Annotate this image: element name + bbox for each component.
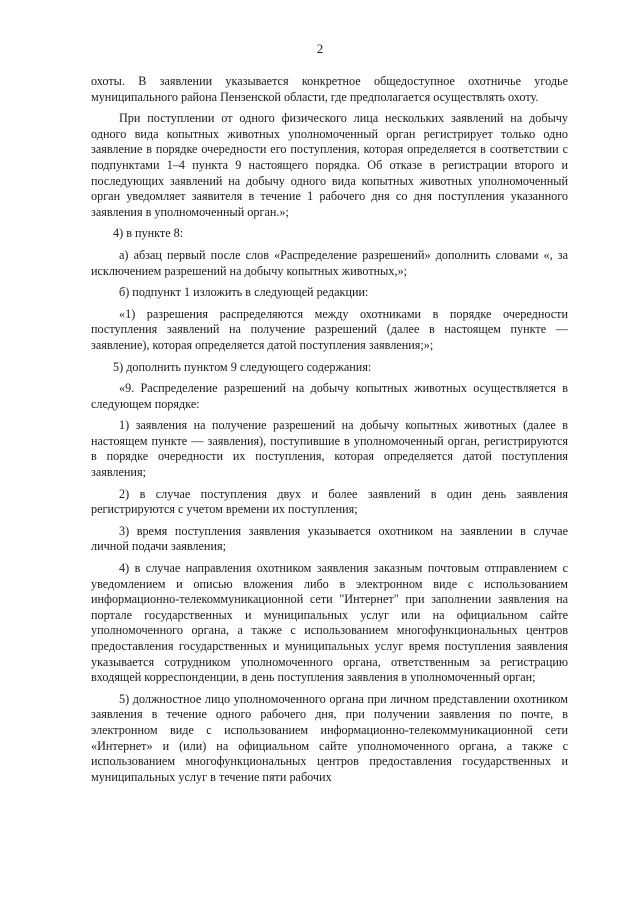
paragraph-1: охоты. В заявлении указывается конкретное общедоступное охотничье угодье муниципального района Пензенской области, где предполагается осуществлять охоту. <box>91 74 568 104</box>
subitem-a: а) абзац первый после слов «Распределение разрешений» дополнить словами «, за исключением разрешений на добычу копытных животных,»; <box>91 247 568 278</box>
point-9-intro: «9. Распределение разрешений на добычу копытных животных осуществляется в следующем порядке: <box>91 381 568 411</box>
subitem-b: б) подпункт 1 изложить в следующей редакции: <box>119 285 369 300</box>
item-5: 5) дополнить пунктом 9 следующего содержания: <box>113 359 372 374</box>
paragraph-2: При поступлении от одного физического лица нескольких заявлений на добычу одного вида копытных животных уполномоченный орган регистрирует только одно заявление в порядке очередности его поступления, которая определяется в соответствии с подпунктами 1–4 пункта 9 настоящего порядка. Об отказе в регистрации второго и последующих заявлений на добычу одного вида копытных животных уполномоченный орган уведомляет заявителя в течение 1 рабочего дня со дня поступления указанного заявления в уполномоченный орган.»; <box>91 111 568 219</box>
document-body <box>91 74 568 791</box>
item-4: 4) в пункте 8: <box>113 226 184 241</box>
point-9-subpoint-3: 3) время поступления заявления указывается охотником на заявлении в случае личной подачи заявления; <box>91 523 568 554</box>
point-9-subpoint-5: 5) должностное лицо уполномоченного органа при личном представлении охотником заявления в течение одного рабочего дня, при получении заявления по почте, в электронном виде с использованием информационно-телекоммуникационной сети «Интернет» и (или) на официальном сайте уполномоченного органа, а также с использованием многофункциональных центров предоставления государственных и муниципальных услуг в течение пяти рабочих <box>91 691 568 784</box>
page-number: 2 <box>316 41 324 56</box>
quoted-subpoint-1: «1) разрешения распределяются между охотниками в порядке очередности поступления заявлений на получение разрешений (далее в настоящем пункте — заявление), которая определяется датой поступления заявления;»; <box>91 306 568 352</box>
point-9-subpoint-2: 2) в случае поступления двух и более заявлений в один день заявления регистрируются с учетом времени их поступления; <box>91 486 568 517</box>
point-9-subpoint-1: 1) заявления на получение разрешений на добычу копытных животных (далее в настоящем пункте — заявления), поступившие в уполномоченный орган, регистрируются в порядке очередности их поступления, которая определяется датой поступления заявления; <box>91 418 568 480</box>
point-9-subpoint-4: 4) в случае направления охотником заявления заказным почтовым отправлением с уведомлением и описью вложения либо в электронном виде с использованием информационно-телекоммуникационной сети "Интернет" при заполнении заявления на портале государственных и муниципальных услуг или на официальном сайте уполномоченного органа, а также с использованием многофункциональных центров предоставления государственных и муниципальных услуг время поступления заявления указывается сотрудником уполномоченного органа, ответственным за регистрацию входящей корреспонденции, в день поступления заявления в уполномоченный орган; <box>91 561 568 685</box>
